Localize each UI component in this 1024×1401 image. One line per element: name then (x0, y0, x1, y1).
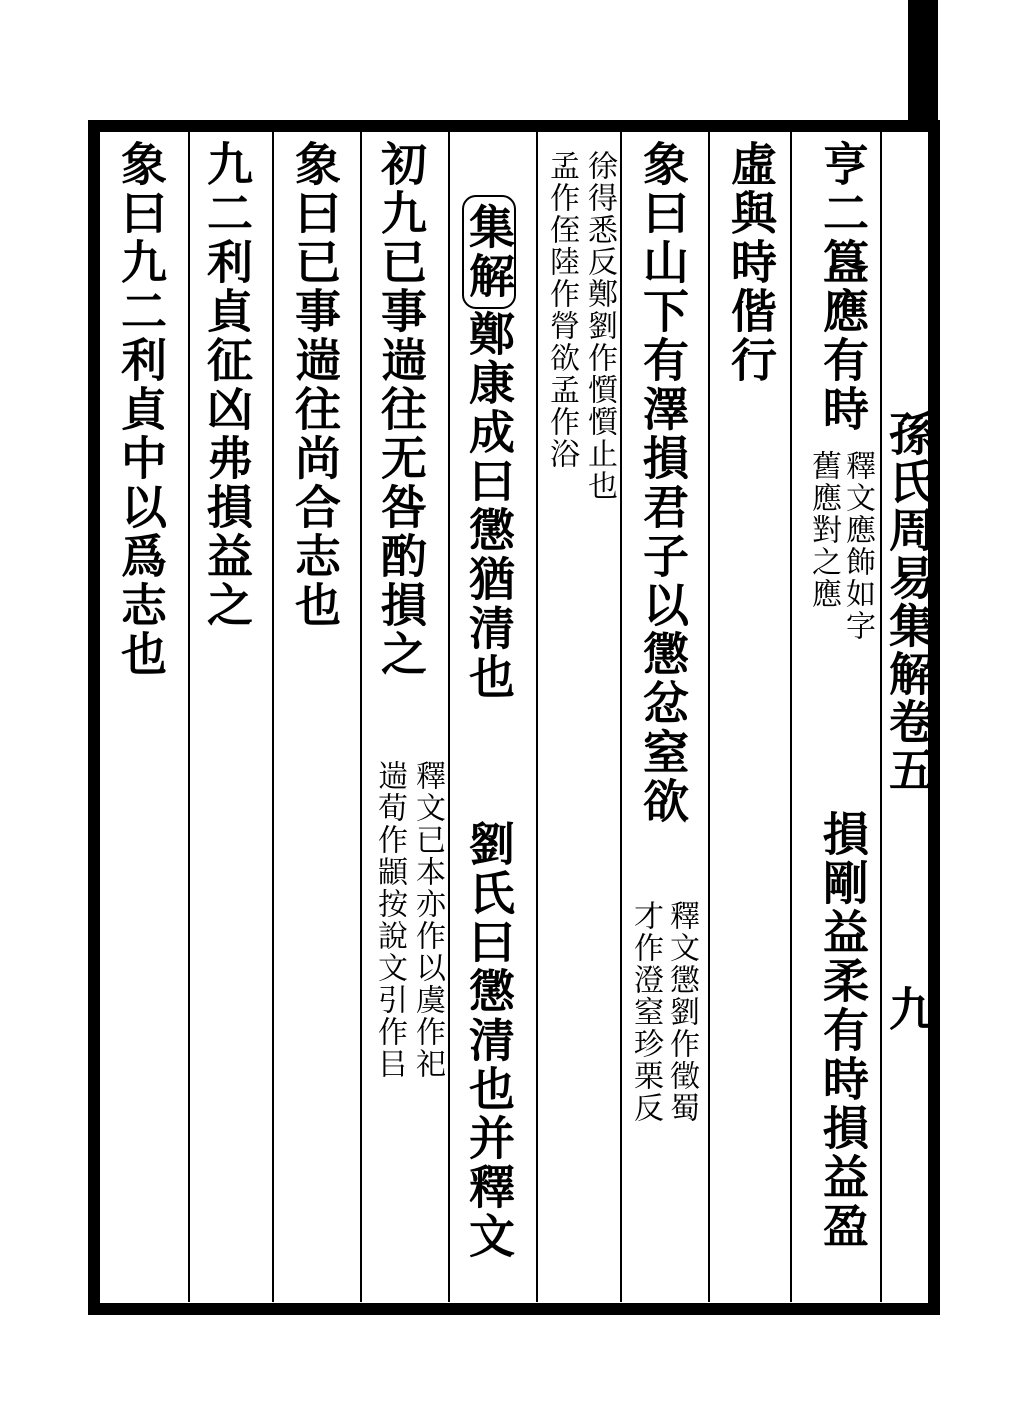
jijie-label: 集解 (462, 195, 516, 309)
note-column-1a: 釋文應飾如字 (840, 450, 875, 642)
text-column-5-cont: 劉氏曰懲清也并釋文 (462, 820, 516, 1261)
note-column-6b: 遄荀作顓按說文引作㠯 (372, 760, 407, 1080)
note-column-6a: 釋文已本亦作以虞作祀 (410, 760, 445, 1080)
text-column-5: 鄭康成曰懲猶清也 (462, 310, 516, 702)
note-column-1b: 舊應對之應 (806, 450, 841, 610)
note-column-3a: 釋文懲劉作徵蜀 (664, 900, 699, 1124)
text-column-9: 象曰九二利貞中以爲志也 (114, 140, 168, 679)
text-column-1: 亨二簋應有時 (816, 140, 870, 434)
column-rule (620, 132, 622, 1302)
text-column-2: 虛與時偕行 (724, 140, 778, 385)
column-rule (188, 132, 190, 1302)
text-column-3: 象曰山下有澤損君子以懲忿窒欲 (636, 140, 690, 826)
column-rule (272, 132, 274, 1302)
book-title-margin: 孫氏周易集解卷五 (882, 410, 936, 794)
note-column-4b: 孟作侄陸作膋欲孟作浴 (544, 150, 579, 470)
column-rule (790, 132, 792, 1302)
note-column-3b: 才作澄窒珍栗反 (628, 900, 663, 1124)
column-rule (360, 132, 362, 1302)
text-column-8: 九二利貞征凶弗損益之 (200, 140, 254, 630)
text-column-7: 象曰已事遄往尚合志也 (288, 140, 342, 630)
column-rule (448, 132, 450, 1302)
column-rule (708, 132, 710, 1302)
note-column-4a: 徐得悉反鄭劉作懫懫止也 (582, 150, 617, 502)
column-rule (536, 132, 538, 1302)
folio-number: 九 (882, 985, 936, 1031)
text-column-1-cont: 損剛益柔有時損益盈 (816, 810, 870, 1251)
text-column-6: 初九已事遄往无咎酌損之 (374, 140, 428, 679)
